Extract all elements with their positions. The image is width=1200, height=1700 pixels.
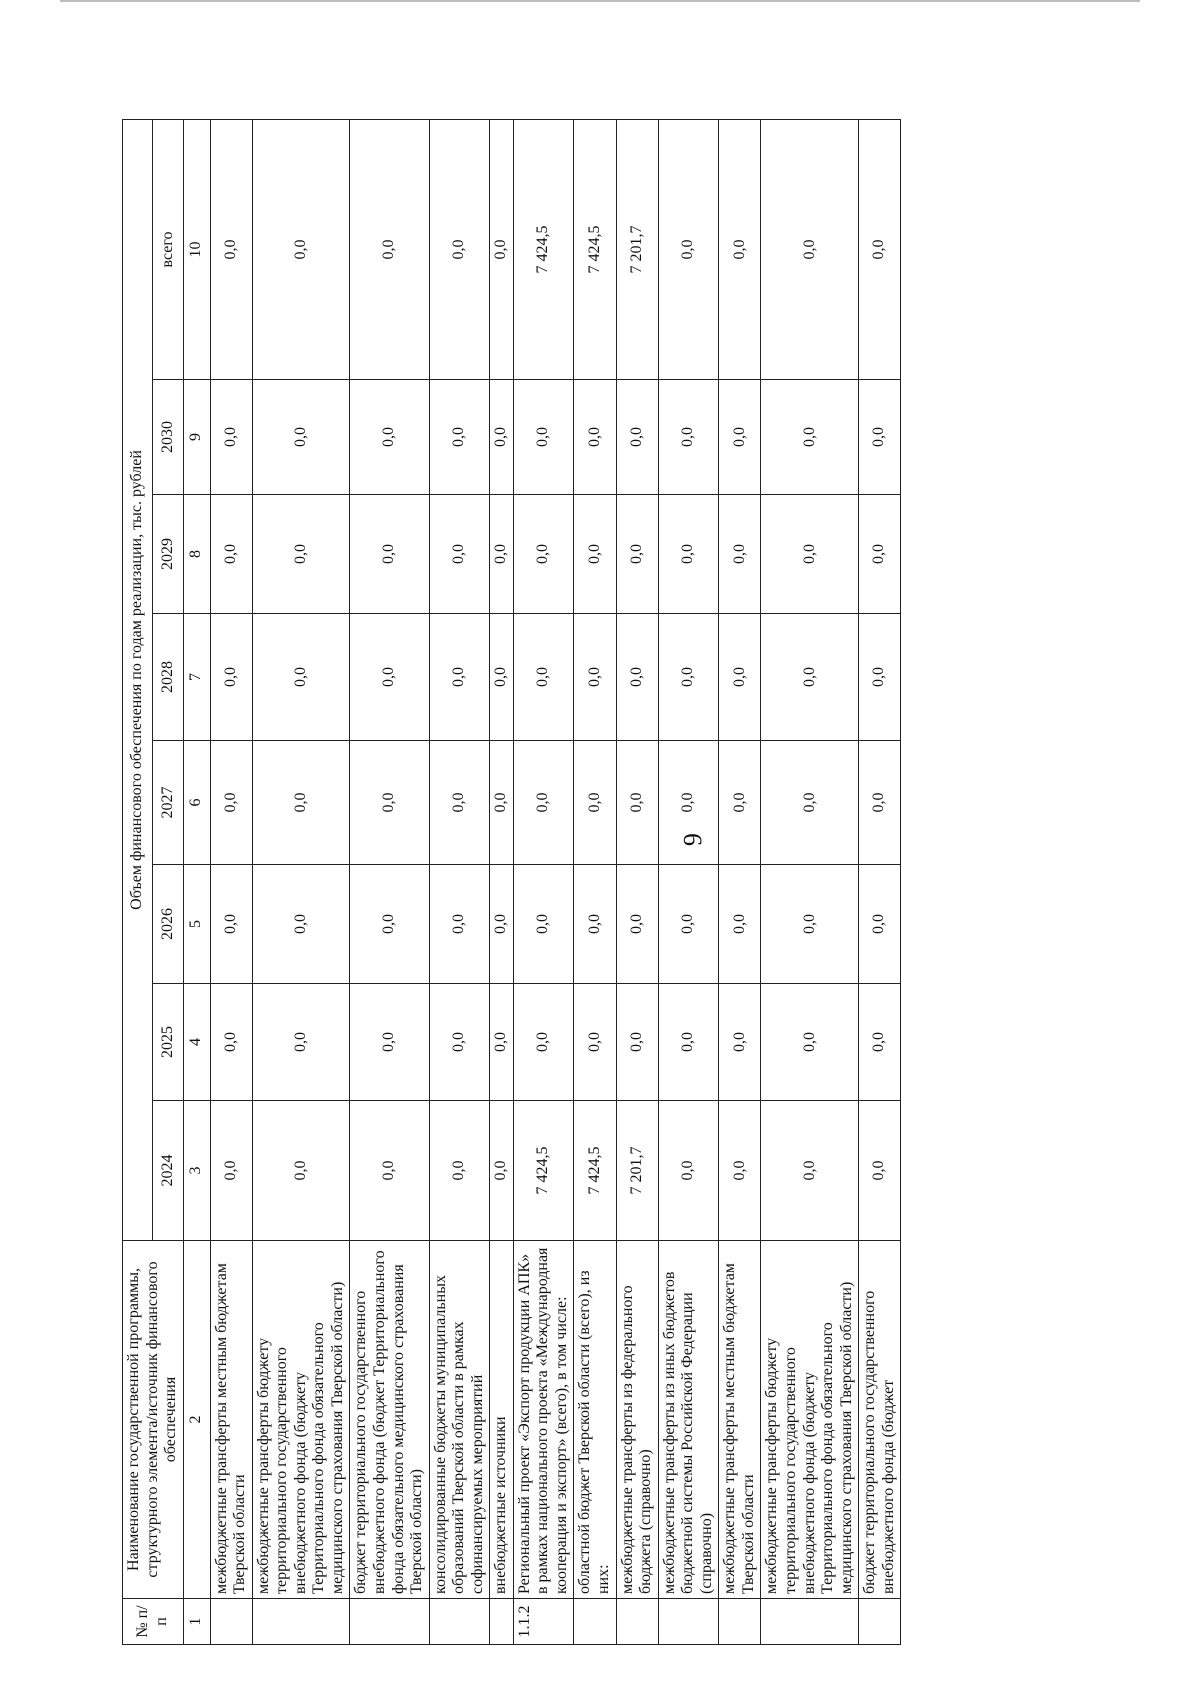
table-row: [616, 119, 658, 1644]
value-cell: 7 424,5: [513, 1101, 574, 1241]
row-name: Региональный проект «Экспорт продукции АПК» в рамках национального проекта «Международная кооперация и экспорт» (всего), в том числе:: [513, 1241, 574, 1599]
value-cell: 0,0: [429, 495, 490, 614]
table-row: [761, 119, 859, 1644]
value-cell: 0,0: [574, 741, 616, 865]
row-number: [490, 1599, 514, 1645]
row-name: межбюджетные трансферты местным бюджетам Тверской области: [719, 1241, 761, 1599]
col-number: 1: [183, 1599, 210, 1645]
value-cell: 0,0: [429, 865, 490, 984]
financing-table: [122, 119, 901, 1645]
value-cell: 0,0: [210, 1101, 252, 1241]
value-cell: 0,0: [252, 865, 350, 984]
scan-edge-line: [60, 0, 1140, 2]
value-cell: 0,0: [859, 614, 901, 741]
col-number: 5: [183, 865, 210, 984]
value-cell: 0,0: [574, 865, 616, 984]
row-number: [761, 1599, 859, 1645]
value-cell: 0,0: [719, 1101, 761, 1241]
col-number: 4: [183, 984, 210, 1101]
row-name: внебюджетные источники: [490, 1241, 514, 1599]
row-number: [210, 1599, 252, 1645]
value-cell: 0,0: [859, 741, 901, 865]
rotated-page: [122, 120, 1042, 1645]
table-row: [490, 119, 514, 1644]
value-cell: 0,0: [210, 380, 252, 495]
column-numbers-row: [183, 119, 210, 1644]
value-cell: 0,0: [719, 380, 761, 495]
value-cell: 0,0: [210, 495, 252, 614]
value-cell: 0,0: [350, 1101, 429, 1241]
row-name: межбюджетные трансферты бюджету территориального государственного внебюджетного фонда (бюджету Территориального фонда обязательного медицинского страхования Тверской области): [252, 1241, 350, 1599]
value-cell: 0,0: [658, 1101, 719, 1241]
value-cell: 0,0: [513, 495, 574, 614]
total-cell: 7 201,7: [616, 119, 658, 379]
total-cell: 0,0: [719, 119, 761, 379]
value-cell: 0,0: [429, 380, 490, 495]
value-cell: 0,0: [761, 865, 859, 984]
value-cell: 0,0: [252, 495, 350, 614]
value-cell: 0,0: [350, 741, 429, 865]
header-group: Объем финансового обеспечения по годам реализации, тыс. рублей: [123, 119, 153, 1240]
value-cell: 0,0: [616, 984, 658, 1101]
value-cell: 0,0: [574, 495, 616, 614]
table-body: [210, 119, 901, 1644]
total-cell: 0,0: [859, 119, 901, 379]
value-cell: 0,0: [429, 614, 490, 741]
header-num: № п/п: [123, 1599, 184, 1645]
row-number: [719, 1599, 761, 1645]
value-cell: 0,0: [210, 865, 252, 984]
value-cell: 0,0: [490, 865, 514, 984]
value-cell: 0,0: [719, 865, 761, 984]
col-number: 10: [183, 119, 210, 379]
row-name: бюджет территориального государственного внебюджетного фонда (бюджет: [859, 1241, 901, 1599]
value-cell: 0,0: [574, 984, 616, 1101]
value-cell: 0,0: [616, 865, 658, 984]
value-cell: 0,0: [859, 984, 901, 1101]
value-cell: 0,0: [513, 380, 574, 495]
total-cell: 7 424,5: [513, 119, 574, 379]
value-cell: 0,0: [490, 495, 514, 614]
col-number: 7: [183, 614, 210, 741]
row-name: межбюджетные трансферты из иных бюджетов бюджетной системы Российской Федерации (справочно): [658, 1241, 719, 1599]
header-year: 2029: [153, 495, 183, 614]
value-cell: 0,0: [761, 495, 859, 614]
header-year: 2024: [153, 1101, 183, 1241]
value-cell: 0,0: [513, 865, 574, 984]
value-cell: 0,0: [350, 865, 429, 984]
total-cell: 0,0: [350, 119, 429, 379]
value-cell: 0,0: [719, 984, 761, 1101]
value-cell: 0,0: [658, 495, 719, 614]
table-row: [513, 119, 574, 1644]
col-number: 8: [183, 495, 210, 614]
value-cell: 0,0: [350, 984, 429, 1101]
row-name: межбюджетные трансферты местным бюджетам Тверской области: [210, 1241, 252, 1599]
value-cell: 0,0: [574, 614, 616, 741]
row-number: [429, 1599, 490, 1645]
value-cell: 0,0: [490, 614, 514, 741]
row-name: межбюджетные трансферты бюджету территориального государственного внебюджетного фонда (бюджету Территориального фонда обязательного медицинского страхования Тверской области): [761, 1241, 859, 1599]
total-cell: 7 424,5: [574, 119, 616, 379]
value-cell: 0,0: [252, 1101, 350, 1241]
table-row: [658, 119, 719, 1644]
value-cell: 0,0: [761, 614, 859, 741]
value-cell: 0,0: [658, 614, 719, 741]
value-cell: 0,0: [616, 495, 658, 614]
table-row: [719, 119, 761, 1644]
value-cell: 0,0: [429, 1101, 490, 1241]
total-cell: 0,0: [761, 119, 859, 379]
value-cell: 0,0: [490, 380, 514, 495]
value-cell: 0,0: [252, 741, 350, 865]
value-cell: 7 424,5: [574, 1101, 616, 1241]
value-cell: 0,0: [429, 741, 490, 865]
value-cell: 0,0: [513, 614, 574, 741]
table-row: [350, 119, 429, 1644]
row-number: [658, 1599, 719, 1645]
value-cell: 0,0: [761, 741, 859, 865]
value-cell: 0,0: [513, 741, 574, 865]
total-cell: 0,0: [210, 119, 252, 379]
value-cell: 0,0: [859, 1101, 901, 1241]
table-row: [574, 119, 616, 1644]
value-cell: 0,0: [761, 1101, 859, 1241]
value-cell: 0,0: [616, 380, 658, 495]
value-cell: 0,0: [761, 380, 859, 495]
col-number: 2: [183, 1241, 210, 1599]
value-cell: 0,0: [719, 741, 761, 865]
value-cell: 0,0: [350, 380, 429, 495]
value-cell: 0,0: [252, 380, 350, 495]
value-cell: 0,0: [761, 984, 859, 1101]
value-cell: 7 201,7: [616, 1101, 658, 1241]
row-name: консолидированные бюджеты муниципальных образований Тверской области в рамках софинансируемых мероприятий: [429, 1241, 490, 1599]
value-cell: 0,0: [210, 614, 252, 741]
value-cell: 0,0: [574, 380, 616, 495]
value-cell: 0,0: [252, 614, 350, 741]
col-number: 6: [183, 741, 210, 865]
value-cell: 0,0: [658, 380, 719, 495]
value-cell: 0,0: [616, 614, 658, 741]
value-cell: 0,0: [252, 984, 350, 1101]
total-cell: 0,0: [490, 119, 514, 379]
row-number: [859, 1599, 901, 1645]
row-name: межбюджетные трансферты из федерального бюджета (справочно): [616, 1241, 658, 1599]
row-number: [574, 1599, 616, 1645]
total-cell: 0,0: [252, 119, 350, 379]
value-cell: 0,0: [490, 1101, 514, 1241]
table-row: [210, 119, 252, 1644]
table-row: [429, 119, 490, 1644]
row-name: областной бюджет Тверской области (всего), из них:: [574, 1241, 616, 1599]
value-cell: 0,0: [616, 741, 658, 865]
value-cell: 0,0: [658, 741, 719, 865]
col-number: 9: [183, 380, 210, 495]
value-cell: 0,0: [350, 495, 429, 614]
header-year: 2028: [153, 614, 183, 741]
header-year: 2026: [153, 865, 183, 984]
header-year: 2030: [153, 380, 183, 495]
row-number: 1.1.2: [513, 1599, 574, 1645]
col-number: 3: [183, 1101, 210, 1241]
value-cell: 0,0: [429, 984, 490, 1101]
value-cell: 0,0: [350, 614, 429, 741]
row-number: [616, 1599, 658, 1645]
header-year: 2027: [153, 741, 183, 865]
value-cell: 0,0: [210, 741, 252, 865]
row-name: бюджет территориального государственного внебюджетного фонда (бюджет Территориального фонда обязательного медицинского страхования Тверской области): [350, 1241, 429, 1599]
header-name: Наименование государственной программы, структурного элемента/источник финансового обеспечения: [123, 1241, 184, 1599]
page-number: 6: [678, 833, 707, 846]
value-cell: 0,0: [210, 984, 252, 1101]
header-total: всего: [153, 119, 183, 379]
table-row: [252, 119, 350, 1644]
value-cell: 0,0: [513, 984, 574, 1101]
value-cell: 0,0: [658, 865, 719, 984]
value-cell: 0,0: [859, 380, 901, 495]
value-cell: 0,0: [490, 984, 514, 1101]
header-year: 2025: [153, 984, 183, 1101]
total-cell: 0,0: [429, 119, 490, 379]
value-cell: 0,0: [719, 495, 761, 614]
value-cell: 0,0: [859, 865, 901, 984]
value-cell: 0,0: [658, 984, 719, 1101]
row-number: [350, 1599, 429, 1645]
value-cell: 0,0: [490, 741, 514, 865]
table-row: [859, 119, 901, 1644]
value-cell: 0,0: [719, 614, 761, 741]
value-cell: 0,0: [859, 495, 901, 614]
row-number: [252, 1599, 350, 1645]
total-cell: 0,0: [658, 119, 719, 379]
